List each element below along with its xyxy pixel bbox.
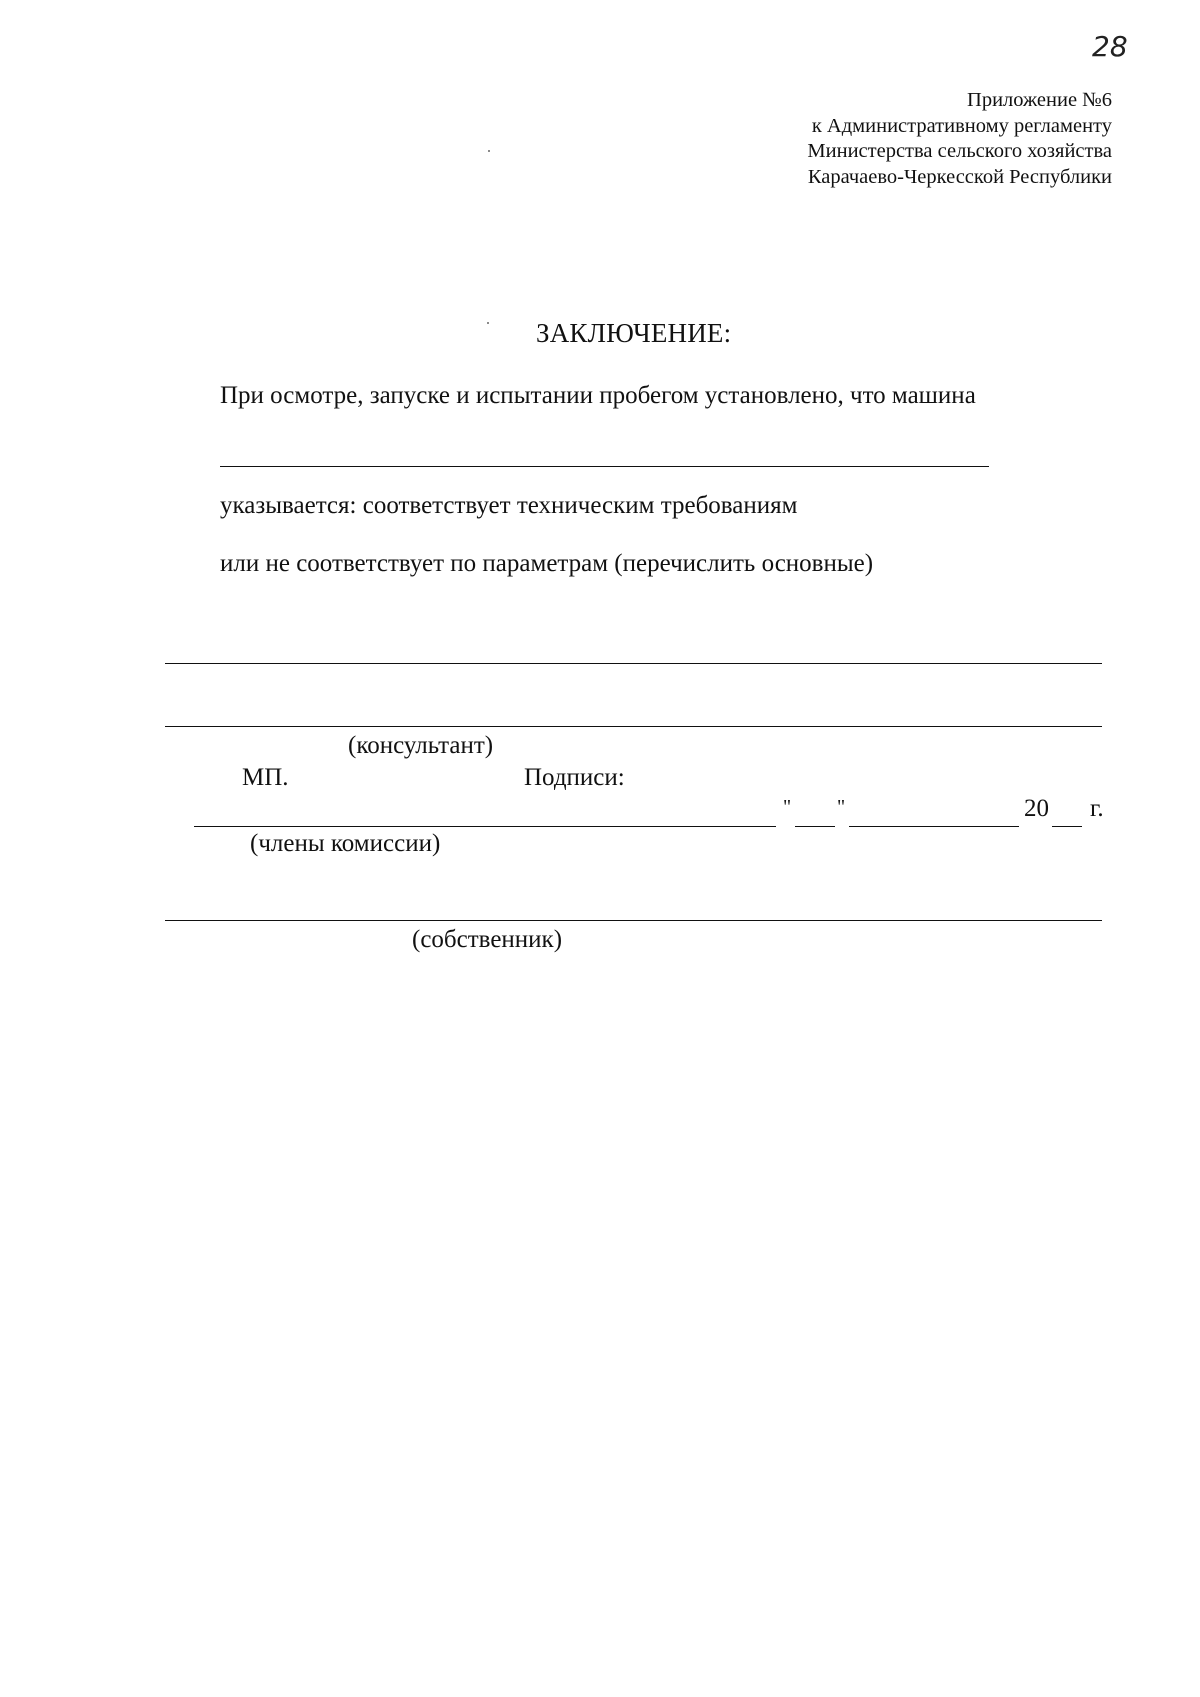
body-line-3: или не соответствует по параметрам (перечислить основные)	[220, 550, 874, 577]
mp-label: МП.	[242, 764, 289, 791]
owner-signature-line	[165, 920, 1102, 921]
parameters-blank-line-1	[165, 663, 1102, 664]
body-line-1: При осмотре, запуске и испытании пробегом установлено, что машина	[220, 382, 976, 409]
appendix-line-3: Министерства сельского хозяйства	[807, 140, 1112, 162]
date-close-quote: "	[837, 796, 846, 818]
appendix-line-1: Приложение №6	[967, 89, 1112, 111]
date-day-blank	[795, 826, 835, 827]
owner-label: (собственник)	[412, 926, 563, 953]
machine-blank-line	[220, 466, 989, 467]
year-suffix: г.	[1090, 795, 1104, 822]
appendix-line-2: к Административному регламенту	[811, 114, 1112, 137]
scan-speck	[488, 150, 490, 152]
appendix-line-4: Карачаево-Черкесской Республики	[807, 165, 1112, 188]
scan-speck	[487, 322, 489, 324]
document-title: ЗАКЛЮЧЕНИЕ:	[536, 318, 732, 348]
year-prefix: 20	[1024, 795, 1049, 822]
appendix-header	[807, 88, 1112, 190]
page-number: 28	[1092, 30, 1128, 63]
consultant-label: (консультант)	[348, 732, 494, 759]
date-open-quote: "	[783, 796, 792, 818]
signatures-label: Подписи:	[524, 764, 625, 791]
commission-signature-line	[194, 826, 776, 827]
date-month-blank	[849, 826, 1019, 827]
commission-label: (члены комиссии)	[250, 830, 441, 857]
year-blank	[1052, 826, 1082, 827]
consultant-signature-line	[165, 726, 1102, 727]
body-line-2: указывается: соответствует техническим требованиям	[220, 492, 798, 519]
